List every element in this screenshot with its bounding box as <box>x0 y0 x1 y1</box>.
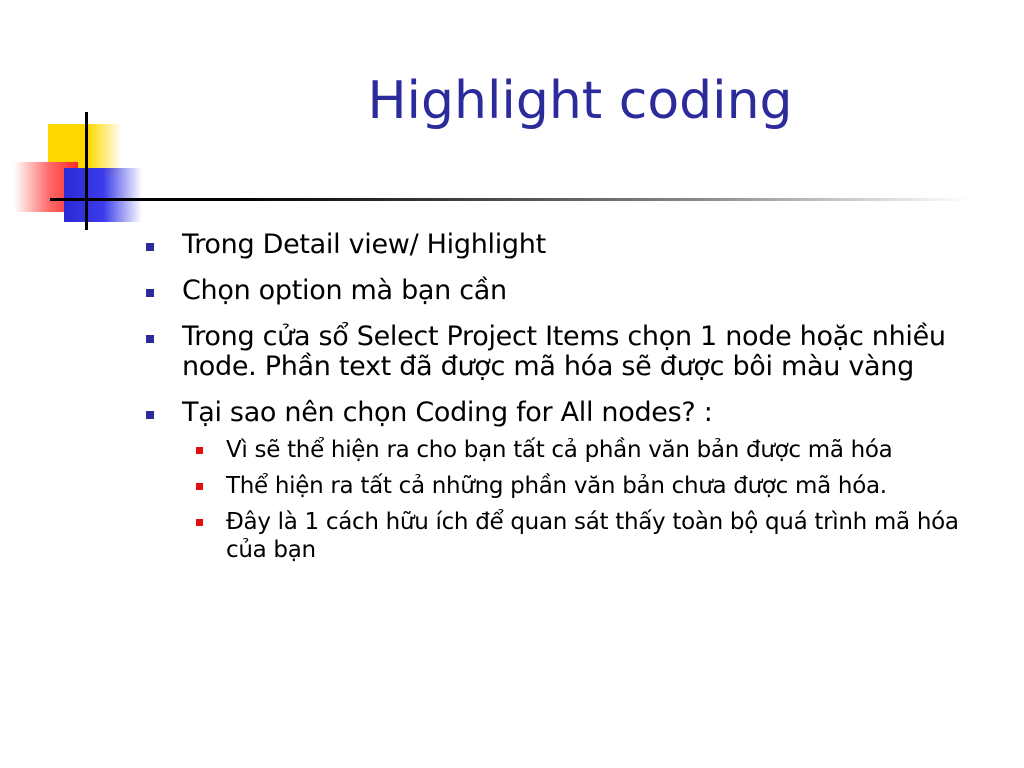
sub-bullet-list <box>140 436 1000 564</box>
bullet-item <box>140 276 1000 306</box>
decorative-logo <box>0 0 160 240</box>
square-bullet-icon <box>146 411 154 419</box>
title-divider <box>50 198 970 201</box>
sub-bullet-item <box>140 472 1000 500</box>
slide-content <box>140 230 1000 572</box>
sub-bullet-text: Vì sẽ thể hiện ra cho bạn tất cả phần văn bản được mã hóa <box>226 437 893 463</box>
sub-bullet-item <box>140 508 1000 564</box>
sub-bullet-item <box>140 436 1000 464</box>
square-bullet-icon <box>146 289 154 297</box>
sub-bullet-text: Thể hiện ra tất cả những phần văn bản chưa được mã hóa. <box>226 473 887 499</box>
bullet-item <box>140 230 1000 260</box>
bullet-text: Trong cửa sổ Select Project Items chọn 1 node hoặc nhiều node. Phần text đã được mã hóa sẽ được bôi màu vàng <box>182 321 946 382</box>
square-bullet-icon <box>146 243 154 251</box>
blue-square-decoration <box>64 168 142 222</box>
sub-bullet-text: Đây là 1 cách hữu ích để quan sát thấy toàn bộ quá trình mã hóa của bạn <box>226 509 959 563</box>
bullet-item <box>140 322 1000 382</box>
vertical-line-decoration <box>85 112 88 230</box>
slide-title: Highlight coding <box>367 71 793 131</box>
bullet-text: Chọn option mà bạn cần <box>182 275 507 306</box>
square-bullet-icon <box>196 483 203 490</box>
bullet-text: Trong Detail view/ Highlight <box>182 229 546 260</box>
square-bullet-icon <box>196 519 203 526</box>
square-bullet-icon <box>146 335 154 343</box>
bullet-text: Tại sao nên chọn Coding for All nodes? : <box>182 397 713 428</box>
bullet-item <box>140 398 1000 428</box>
square-bullet-icon <box>196 447 203 454</box>
